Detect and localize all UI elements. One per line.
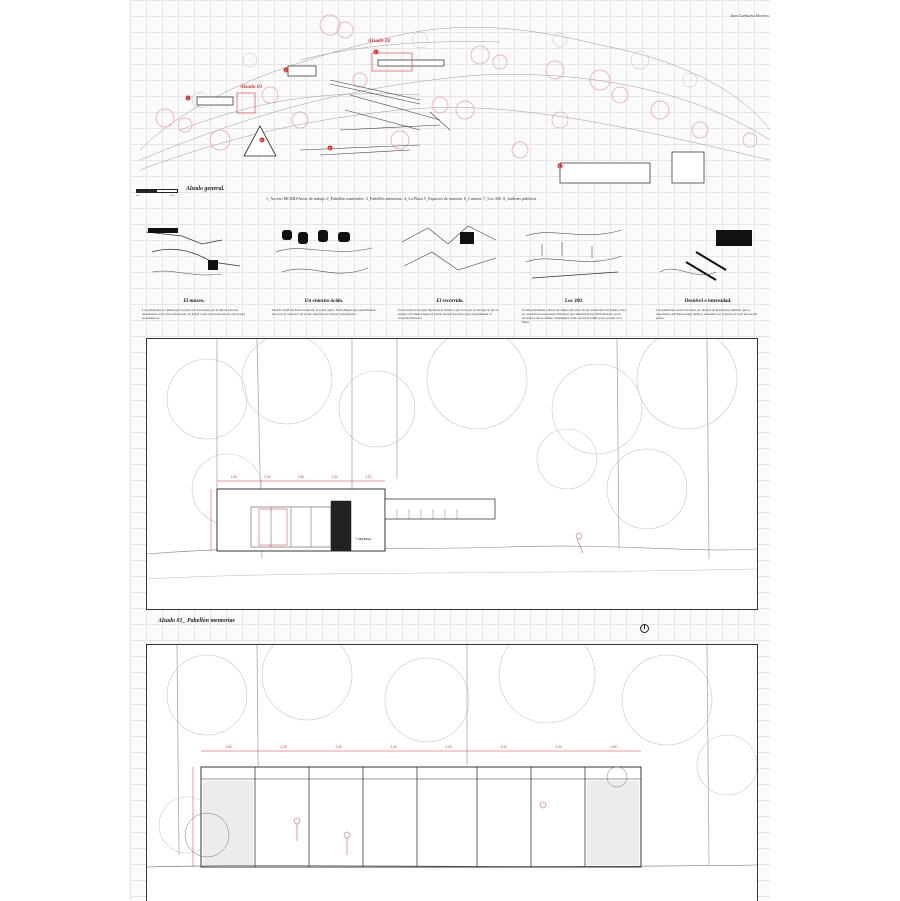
overview-marker-label: 3 — [374, 50, 377, 55]
elevation-02-frame — [146, 644, 758, 901]
callout-alzado-01: Alzado 01 — [240, 84, 263, 90]
overview-marker-label: 6 — [558, 164, 561, 169]
scale-label-end: 20m — [170, 194, 175, 197]
overview-marker-label: 2 — [284, 68, 287, 73]
los-300-sketch — [522, 222, 626, 288]
overview-legend: 1_Acceso MCMIJ/Areas de trabajo 2_Pabellón materiales. 3_Pabellón memorias. 4_La Plaza 5_Espacios de reunión. 6_Cantera. 7_Los 300. 8_Jardines públicos. — [266, 196, 538, 201]
card-desc: Debido al pH tan ácido el entorno se torna rojizo. El hormigón que experimentan las rocas al contacto con el aire adquiere un carácter performativo. — [272, 308, 376, 316]
elevation-02-dimension: 2,40 — [445, 745, 452, 749]
overview-title: Alzado general. — [186, 186, 225, 192]
elevation-02-dimension: 2,40 — [555, 745, 562, 749]
scale-bar — [136, 189, 178, 193]
overview-marker-label: 7 — [228, 108, 231, 113]
overview-marker-label: 4 — [260, 138, 263, 143]
scale-label-start: 0m — [136, 194, 140, 197]
overview-marker-label: 8 — [468, 88, 471, 93]
author-name: Jaan Carbacho Herrero — [730, 13, 769, 18]
elevation-02-dimension: 1,80 — [610, 745, 617, 749]
card-title: Los 300. — [564, 298, 584, 304]
card-title: Un entorno ácido. — [304, 298, 344, 304]
elevation-01-dimension: 2,40 — [230, 475, 238, 479]
desnivel-sketch — [656, 222, 760, 288]
elevation-01-dimension: 2,40 — [264, 475, 271, 479]
elevation-02-dimension: 2,20 — [280, 745, 287, 749]
elevation-02-dimension: 1,80 — [225, 745, 232, 749]
overview-elevation — [0, 0, 900, 190]
callout-alzado-02: Alzado 02 — [368, 38, 391, 44]
elevation-01-dimension: 2,40 — [298, 475, 305, 479]
elevation-01-dimension: 1,20 — [365, 475, 372, 479]
elevation-02-dimension: 2,40 — [390, 745, 397, 749]
card-desc: Los pabellones se sumban por el paisa en el descenso por el museo para ser descubiertos en la vista inesperada. Se deben a que se las buscado los claros para no entorpecer. — [142, 308, 246, 320]
elevation-02-dimension: 2,40 — [500, 745, 507, 749]
card-desc: Los pabellones están colocados por niveles de intensidad, teniendo que la experiencia del museo tenga dueña y entendido por la suave de cada uno de sus partes. — [656, 308, 758, 320]
elevation-01-title: Alzado 01_ Pabellón memorias — [158, 618, 235, 624]
elevation-02-drawing — [147, 645, 757, 901]
north-arrow-icon — [640, 624, 649, 633]
elevation-01-dimension: 2,40 — [331, 475, 338, 479]
level-tag: + 316,60 m — [355, 537, 372, 541]
elevation-01-frame — [146, 338, 758, 610]
card-title: Desnivel e intensidad. — [684, 298, 732, 304]
recorrido-sketch — [398, 222, 502, 288]
entorno-sketch — [272, 222, 376, 288]
card-title: El museo. — [183, 298, 205, 304]
overview-marker-label: 1 — [186, 96, 189, 101]
museo-sketch — [142, 222, 246, 288]
elevation-01-drawing — [147, 339, 757, 609]
overview-marker-label: 5 — [328, 146, 331, 151]
card-title: El recorrido. — [436, 298, 464, 304]
elevation-02-dimension: 2,40 — [335, 745, 342, 749]
card-desc: El recorrido es de gran importancia debido a que es el que se encarga de que el entorno del museo llegue al estado natural necesario para experimentar el recorrido histórico. — [398, 308, 499, 320]
card-desc: Es una plataforma a modo de campo que sirve de eje vertebrador del museo. Para su creación son necesarios 300 pasos que simbolizan los 300 fallecidos en los escenarios del accidente. Ordenamos como recorrido íntimo para acceder a La Plaza. — [522, 308, 626, 324]
